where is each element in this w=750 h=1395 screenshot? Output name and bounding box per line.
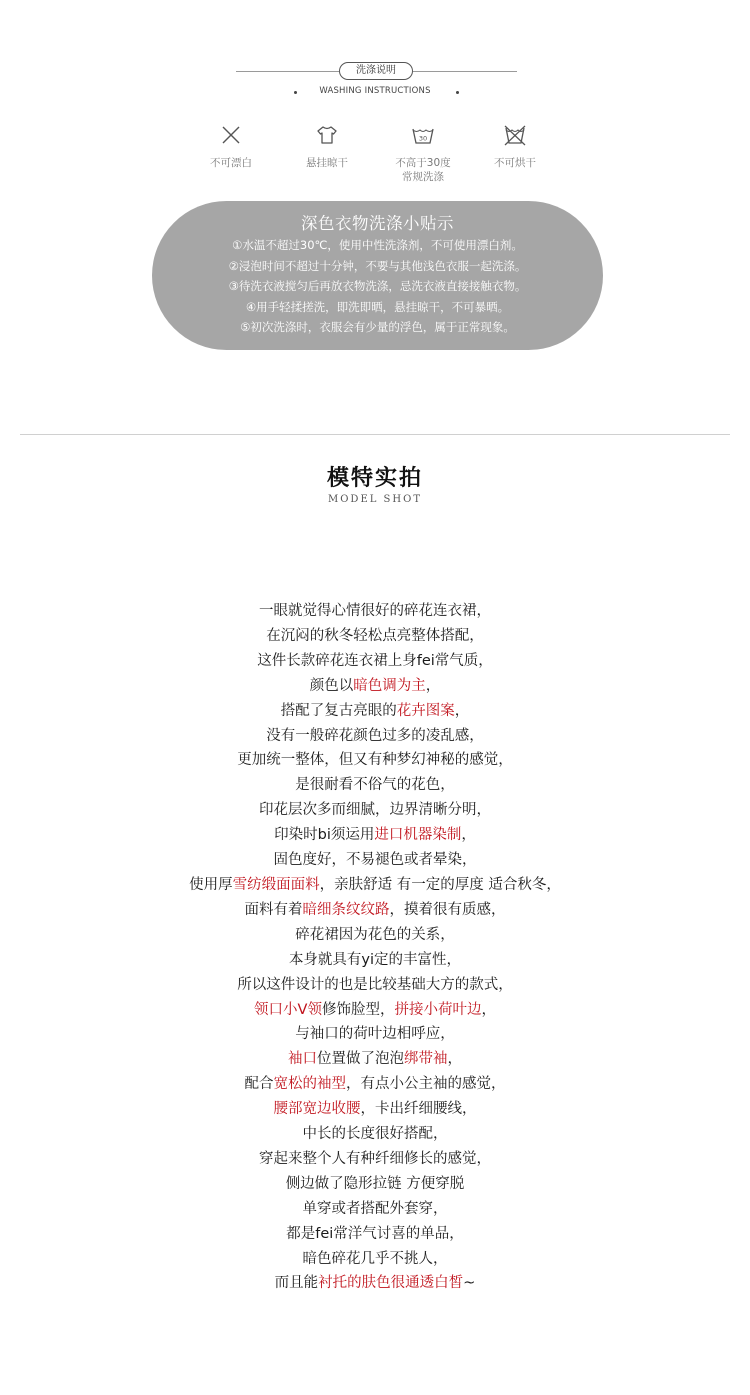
description-line: [0, 898, 750, 923]
text-run: ，有点小公主袖的感觉，: [346, 1076, 506, 1093]
washing-tips-box: [152, 201, 603, 350]
wash-temp-badge: 30: [418, 134, 428, 143]
description-line: [0, 1247, 750, 1272]
washing-subtitle: WASHING INSTRUCTIONS: [319, 86, 431, 96]
highlight-text: 暗色调为主: [353, 677, 426, 694]
description-line: [0, 1122, 750, 1147]
text-run: 使用厚: [189, 876, 233, 893]
model-shot-subtitle: MODEL SHOT: [327, 494, 422, 505]
text-run: 碎花裙因为花色的关系，: [295, 926, 455, 943]
model-shot-title: 模特实拍: [326, 466, 423, 491]
care-label: 不可漂白: [210, 157, 252, 169]
care-item-hang-dry: [282, 122, 372, 170]
text-run: ，: [447, 1051, 462, 1068]
highlight-text: 花卉图案: [396, 702, 455, 719]
header-rule-left: [236, 71, 339, 72]
highlight-text: 暗细条纹纹路: [302, 901, 390, 918]
text-run: ，: [454, 702, 470, 719]
text-run: 本身就具有yi定的丰富性，: [288, 951, 462, 968]
description-line: [0, 724, 750, 749]
text-run: 穿起来整个人有种纤细修长的感觉，: [259, 1150, 491, 1167]
text-run: 配合: [244, 1076, 274, 1093]
text-run: 侧边做了隐形拉链 方便穿脱: [285, 1175, 465, 1192]
description-line: [0, 1172, 750, 1197]
text-run: 固色度好，不易褪色或者晕染，: [273, 852, 477, 869]
text-run: ~: [463, 1275, 476, 1292]
tip-line: ②浸泡时间不超过十分钟，不要与其他浅色衣服一起洗涤。: [228, 258, 527, 273]
text-run: 一眼就觉得心情很好的碎花连衣裙，: [259, 603, 491, 619]
description-line: [0, 1047, 750, 1072]
text-run: ，摸着很有质感，: [389, 901, 506, 918]
description-line: [0, 699, 750, 724]
description-line: [0, 1222, 750, 1247]
highlight-text: 腰部宽边收腰: [273, 1101, 361, 1118]
care-item-no-bleach: [186, 122, 276, 170]
description-line: [0, 873, 750, 898]
care-label: 不可烘干: [494, 157, 536, 169]
description-line: [0, 1271, 750, 1296]
tips-title: 深色衣物洗涤小贴示: [301, 214, 454, 233]
text-run: 更加统一整体，但又有种梦幻神秘的感觉，: [237, 752, 513, 769]
tip-line: ⑤初次洗涤时，衣服会有少量的浮色，属于正常现象。: [240, 320, 515, 334]
description-line: [0, 649, 750, 674]
text-run: ，: [425, 677, 441, 694]
text-run: 而且能: [274, 1275, 319, 1292]
text-run: 所以这件设计的也是比较基础大方的款式，: [237, 976, 513, 993]
text-run: 中长的长度很好搭配，: [302, 1126, 448, 1143]
highlight-text: 领口小V领: [254, 1001, 322, 1018]
highlight-text: 雪纺缎面面料: [232, 876, 320, 893]
care-item-wash-30: [378, 122, 468, 184]
product-description: [0, 599, 750, 1296]
description-line: [0, 674, 750, 699]
tip-line: ④用手轻揉搓洗，即洗即晒，悬挂晾干，不可暴晒。: [245, 299, 510, 314]
text-run: ，: [461, 827, 476, 844]
description-line: [0, 848, 750, 873]
description-line: [0, 998, 750, 1023]
text-run: 单穿或者搭配外套穿，: [302, 1200, 448, 1217]
care-label: 悬挂晾干: [306, 157, 348, 169]
header-rule-right: [413, 71, 517, 72]
text-run: ，: [481, 1001, 496, 1018]
care-icons: [0, 122, 750, 202]
description-line: [0, 923, 750, 948]
text-run: 位置做了泡泡: [317, 1051, 404, 1068]
text-run: ，卡出纤细腰线，: [360, 1101, 477, 1118]
description-line: [0, 973, 750, 998]
description-line: [0, 1072, 750, 1097]
text-run: 面料有着: [244, 901, 303, 918]
bullet-dot: [456, 91, 459, 94]
highlight-text: 绑带袖: [404, 1051, 448, 1068]
no-tumble-dry-icon: [502, 122, 528, 148]
description-line: [0, 798, 750, 823]
highlight-text: 进口机器染制: [374, 827, 462, 844]
description-line: [0, 773, 750, 798]
wash-30-icon: [410, 122, 436, 148]
care-item-no-tumble-dry: [470, 122, 560, 170]
text-run: 颜色以: [309, 677, 354, 694]
highlight-text: 袖口: [288, 1051, 317, 1068]
text-run: 印染时bi须运用: [274, 827, 375, 844]
description-line: [0, 948, 750, 973]
description-line: [0, 599, 750, 624]
highlight-text: 衬托的肤色很通透白皙: [318, 1275, 464, 1292]
care-label: 不高于30度 常规洗涤: [395, 157, 451, 183]
text-run: 在沉闷的秋冬轻松点亮整体搭配，: [266, 627, 484, 644]
description-line: [0, 748, 750, 773]
tip-line: ③待洗衣液搅匀后再放衣物洗涤，忌洗衣液直接接触衣物。: [228, 279, 527, 293]
description-line: [0, 1097, 750, 1122]
hang-dry-icon: [314, 122, 340, 148]
text-run: 搭配了复古亮眼的: [280, 702, 397, 719]
description-line: [0, 823, 750, 848]
text-run: 没有一般碎花颜色过多的凌乱感，: [266, 727, 484, 744]
highlight-text: 宽松的袖型: [273, 1076, 346, 1093]
text-run: 是很耐看不俗气的花色，: [295, 777, 455, 794]
text-run: 印花层次多而细腻，边界清晰分明，: [259, 802, 491, 819]
text-run: 这件长款碎花连衣裙上身fei常气质，: [257, 652, 493, 669]
description-line: [0, 1197, 750, 1222]
text-run: 暗色碎花几乎不挑人，: [302, 1250, 448, 1267]
description-line: [0, 1147, 750, 1172]
description-line: [0, 624, 750, 649]
text-run: ，亲肤舒适 有一定的厚度 适合秋冬，: [319, 876, 561, 893]
description-line: [0, 1022, 750, 1047]
tip-line: ①水温不超过30℃，使用中性洗涤剂，不可使用漂白剂。: [232, 238, 523, 252]
no-bleach-icon: [218, 122, 244, 148]
text-run: 修饰脸型，: [321, 1001, 395, 1018]
section-divider: [20, 434, 730, 435]
washing-title: 洗涤说明: [339, 62, 413, 80]
text-run: 都是fei常洋气讨喜的单品，: [286, 1225, 464, 1242]
text-run: 与袖口的荷叶边相呼应，: [295, 1026, 455, 1043]
highlight-text: 拼接小荷叶边: [394, 1001, 482, 1018]
